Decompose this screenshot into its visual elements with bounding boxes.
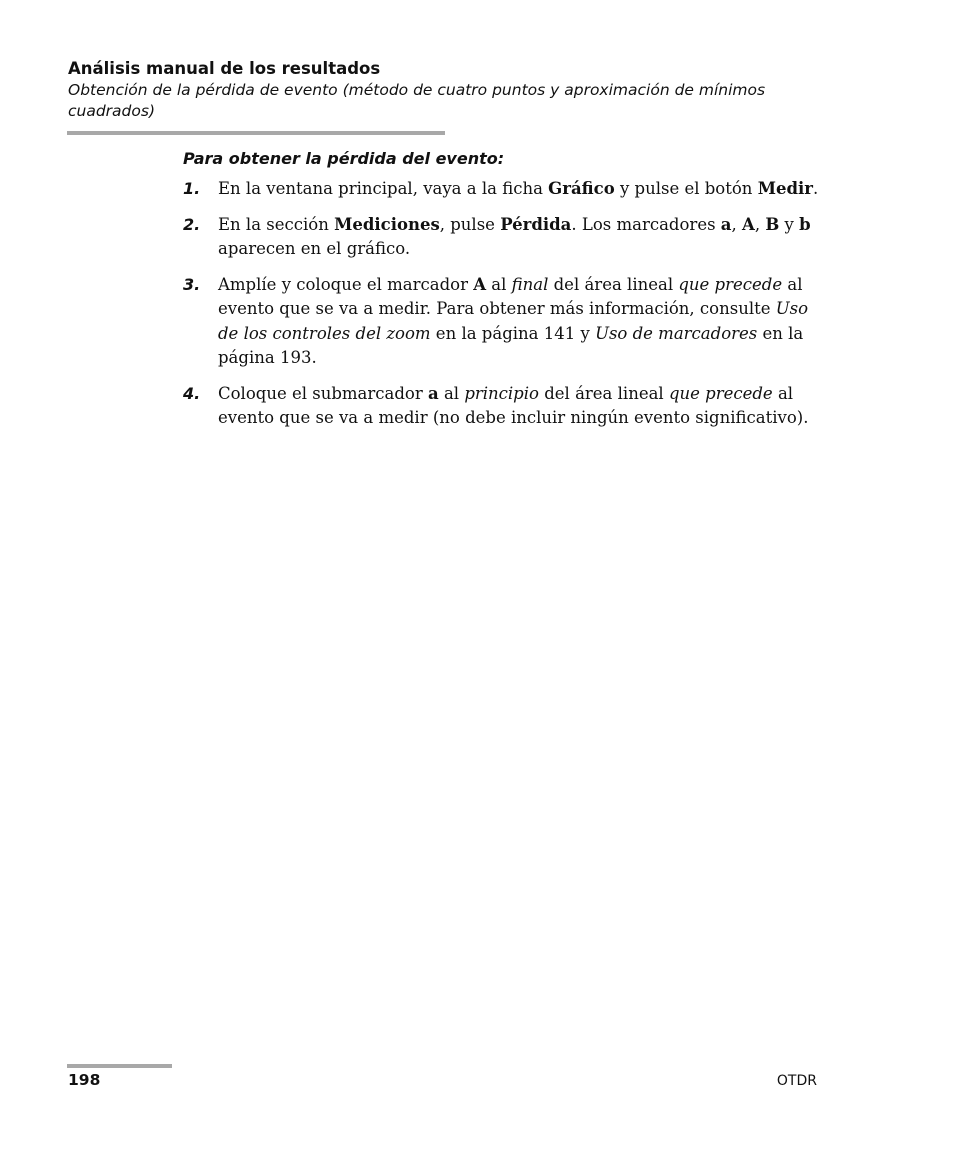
- page-header: [68, 58, 828, 122]
- step-text-bold: B: [765, 214, 780, 234]
- step-text-bold: Gráfico: [548, 179, 615, 198]
- step-text-run: al evento que se va a medir. Para obtener más información, consulte: [218, 274, 803, 318]
- step-number: 3.: [183, 274, 201, 294]
- procedure-step: [183, 382, 833, 431]
- step-text-bold: a: [720, 214, 732, 234]
- step-text-run: . Los marcadores: [571, 214, 721, 234]
- step-number: 2.: [183, 214, 201, 234]
- step-text-italic: que precede: [678, 274, 783, 294]
- procedure-steps: [183, 177, 833, 431]
- step-text-bold: Mediciones: [334, 214, 440, 234]
- step-text-bold: Pérdida: [500, 214, 572, 234]
- step-text-bold: A: [473, 274, 487, 294]
- step-text-run: al: [438, 383, 465, 403]
- step-text-italic: Uso de marcadores: [595, 323, 758, 343]
- step-text-bold: Medir: [757, 179, 813, 198]
- footer-divider: [67, 1064, 172, 1068]
- step-text-run: aparecen en el gráfico.: [218, 239, 411, 258]
- step-text: [218, 275, 808, 368]
- step-text-run: al evento que se va a medir (no debe incluir ningún evento significativo).: [218, 383, 809, 427]
- step-text-italic: Uso de los controles del zoom: [218, 299, 809, 343]
- step-text-run: y: [779, 214, 800, 234]
- step-text-run: .: [812, 179, 819, 198]
- header-divider: [67, 131, 445, 135]
- procedure-step: [183, 213, 833, 262]
- step-text-run: Amplíe y coloque el marcador: [218, 274, 474, 294]
- step-text: [218, 384, 808, 428]
- procedure-step: [183, 273, 833, 371]
- step-text-run: , pulse: [439, 214, 501, 234]
- step-text-bold: b: [799, 214, 811, 234]
- step-number: 4.: [183, 383, 201, 403]
- page-number: 198: [68, 1071, 101, 1089]
- step-text-run: ,: [731, 214, 742, 234]
- step-text-run: al: [486, 274, 512, 294]
- step-text-run: en la página 193.: [218, 323, 804, 367]
- step-text-bold: a: [428, 383, 439, 403]
- step-text-run: Coloque el submarcador: [218, 383, 428, 403]
- section-title: Análisis manual de los resultados: [68, 59, 381, 78]
- step-text: [218, 179, 818, 198]
- step-text-run: En la ventana principal, vaya a la ficha: [218, 179, 549, 198]
- step-text-run: del área lineal: [538, 383, 669, 403]
- step-text-run: en la página 141 y: [430, 323, 596, 343]
- step-text-run: del área lineal: [548, 274, 679, 294]
- step-text-italic: principio: [464, 383, 539, 403]
- step-text-run: En la sección: [218, 214, 335, 234]
- section-subtitle: Obtención de la pérdida de evento (método de cuatro puntos y aproximación de mínimos cuadrados): [68, 81, 766, 120]
- procedure-step: [183, 177, 833, 202]
- step-text-italic: que precede: [668, 383, 773, 403]
- procedure-heading: Para obtener la pérdida del evento:: [183, 149, 505, 168]
- step-text: [218, 215, 811, 259]
- step-text-italic: final: [511, 274, 549, 294]
- product-name: OTDR: [776, 1073, 817, 1089]
- procedure: [183, 147, 833, 442]
- step-text-bold: A: [742, 214, 755, 234]
- step-number: 1.: [183, 179, 201, 198]
- step-text-run: y pulse el botón: [614, 179, 758, 198]
- step-text-run: ,: [754, 214, 766, 234]
